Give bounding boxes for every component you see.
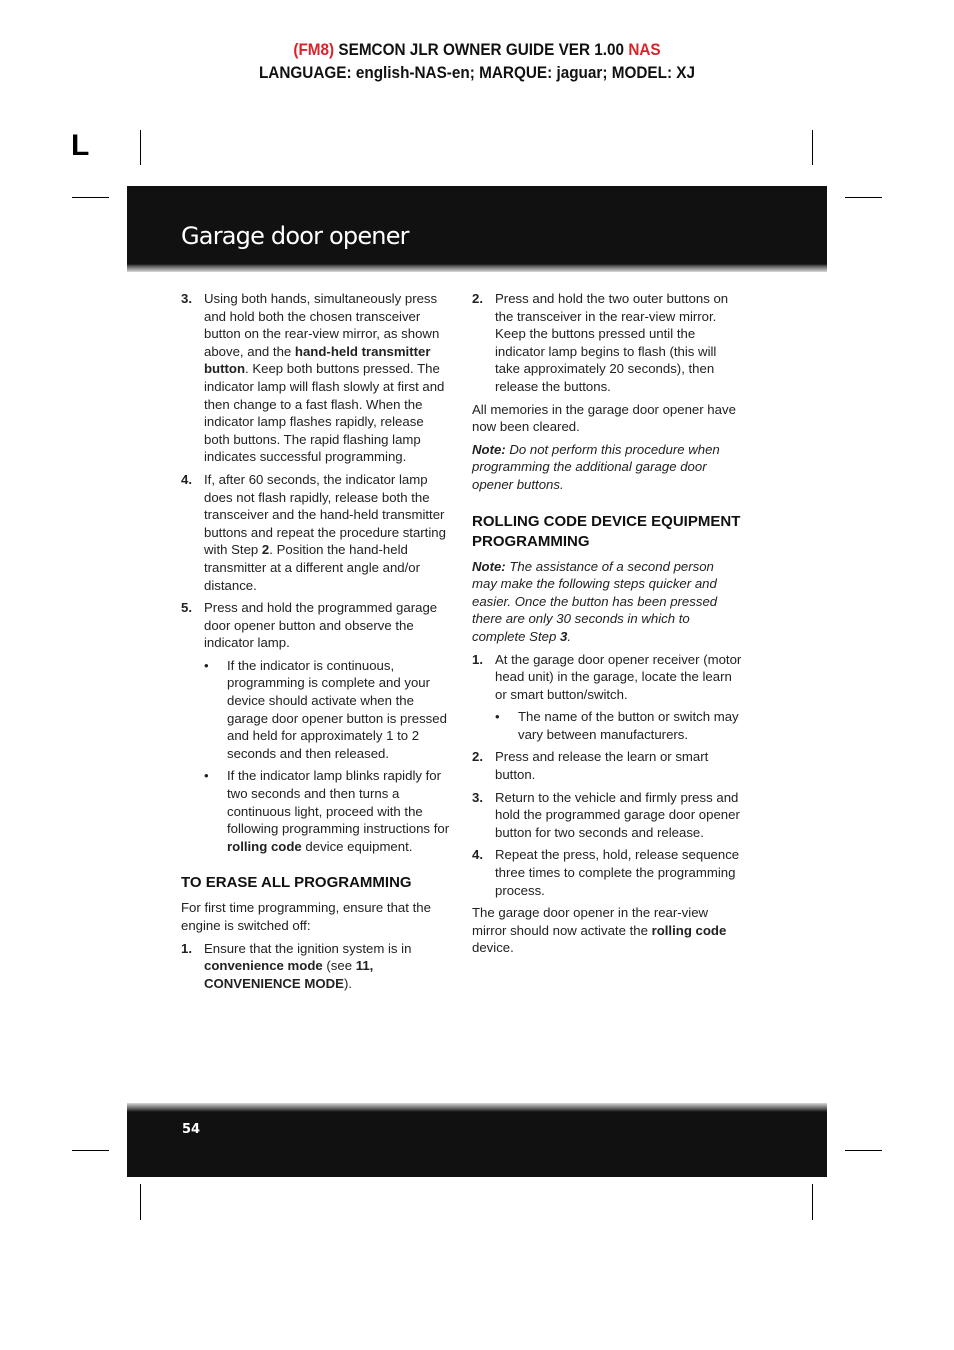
note-text: Do not perform this procedure when programming the additional garage door opener buttons. (472, 441, 720, 492)
final-bold-text: rolling code (651, 922, 727, 938)
step-number: 3. (472, 789, 483, 805)
final-text-part: The garage door opener in the rear-view mirror should now activate the (472, 905, 709, 938)
step-item (472, 651, 742, 704)
cross-reference-link[interactable]: 11, CONVENIENCE MODE (204, 958, 374, 991)
step-item (181, 940, 451, 993)
step-text: Repeat the press, hold, release sequence three times to complete the programming process. (495, 847, 740, 898)
cleared-text: All memories in the garage door opener have now been cleared. (472, 401, 736, 435)
step-text: ). (343, 975, 353, 991)
step-number: 4. (181, 471, 192, 487)
step-text: Return to the vehicle and firmly press and hold the programmed garage door opener button for two seconds and release. (495, 789, 740, 840)
bullet-item (181, 657, 451, 763)
step-text: Press and release the learn or smart button. (495, 749, 709, 783)
step-text: Ensure that the ignition system is in (204, 940, 412, 956)
note-label: Note: (472, 441, 506, 457)
step-text: Press and hold the two outer buttons on the transceiver in the rear-view mirror. Keep the buttons pressed until the indicator lamp begins to flash (this will take approximately 20 seconds), then release the buttons. (495, 291, 729, 394)
step-text: (see (322, 958, 356, 974)
step-text: . Position the hand-held transmitter at a different angle and/or distance. (204, 542, 421, 593)
header-guide: SEMCON JLR OWNER GUIDE VER 1.00 (334, 40, 629, 59)
crop-mark (72, 197, 109, 198)
step-bold-text: 2 (261, 542, 270, 558)
step-number: 1. (472, 651, 483, 667)
crop-mark (812, 1184, 813, 1220)
step-number: 1. (181, 940, 192, 956)
bullet-icon: • (204, 657, 209, 673)
step-bold-text: convenience mode (204, 958, 323, 974)
bullet-text: device equipment. (301, 838, 413, 854)
note (472, 558, 742, 646)
step-bold-text: hand-held transmitter button (204, 343, 431, 377)
right-column (472, 290, 742, 962)
bullet-text: The name of the button or switch may vary between manufacturers. (518, 709, 739, 742)
bullet-icon: • (204, 768, 209, 784)
crop-mark (72, 1150, 109, 1151)
bullet-text: If the indicator is continuous, programming is complete and your device should activate when the garage door opener button is pressed and held for approximately 1 to 2 seconds and then released. (227, 657, 447, 761)
document-header-line-1 (48, 40, 907, 60)
crop-mark (140, 130, 141, 165)
step-item (472, 748, 742, 783)
document-header-line-2: LANGUAGE: english-NAS-en; MARQUE: jaguar; MODEL: XJ (258, 63, 696, 82)
header-code: (FM8) (293, 40, 335, 59)
step-item (472, 290, 742, 396)
section-heading-rolling-code: ROLLING CODE DEVICE EQUIPMENT PROGRAMMING (472, 512, 741, 550)
note-bold-text: 3 (559, 628, 568, 644)
step-number: 3. (181, 291, 192, 306)
step-item (181, 599, 451, 652)
step-text: At the garage door opener receiver (motor head unit) in the garage, locate the learn or smart button/switch. (495, 651, 742, 702)
corner-mark: L (71, 129, 90, 162)
bullet-icon: • (495, 709, 500, 725)
crop-mark (845, 197, 882, 198)
bullet-item (472, 708, 742, 743)
left-column (181, 290, 451, 997)
step-item (181, 471, 451, 594)
step-number: 4. (472, 847, 483, 863)
step-text: Using both hands, simultaneously press and hold both the chosen transceiver button on the rear-view mirror, as shown above, and the (204, 291, 440, 359)
final-text (472, 904, 742, 957)
erase-intro: For first time programming, ensure that the engine is switched off: (181, 900, 431, 933)
bullet-item (181, 767, 451, 855)
step-text: If, after 60 seconds, the indicator lamp does not flash rapidly, release both the transceiver and the hand-held transmitter buttons and repeat the procedure starting with Step (204, 471, 446, 558)
crop-mark (812, 130, 813, 165)
step-item (472, 789, 742, 842)
page-number: 54 (182, 1122, 201, 1137)
step-text: . Keep both buttons pressed. The indicator lamp will flash slowly at first and then change to a fast flash. When the indicator lamp flashes rapidly, release both buttons. The rapid flashing lamp indicates successful programming. (204, 361, 445, 465)
step-number: 2. (472, 749, 483, 765)
header-region: NAS (628, 40, 661, 59)
note (472, 441, 742, 494)
step-text: Press and hold the programmed garage door opener button and observe the indicator lamp. (204, 600, 438, 651)
step-number: 2. (472, 291, 483, 306)
section-heading-erase: TO ERASE ALL PROGRAMMING (181, 874, 412, 892)
note-text: . (567, 628, 571, 644)
footer-band (127, 1103, 827, 1177)
page-title: Garage door opener (181, 222, 409, 250)
crop-mark (845, 1150, 882, 1151)
note-text: The assistance of a second person may make the following steps quicker and easier. Once the button has been pressed there are only 30 seconds in which to complete Step (472, 558, 718, 644)
step-item (472, 846, 742, 899)
step-item (181, 290, 451, 466)
crop-mark (140, 1184, 141, 1220)
bullet-bold-text: rolling code (227, 838, 302, 854)
final-text-part: device. (472, 940, 514, 956)
note-label: Note: (472, 558, 506, 574)
bullet-text: If the indicator lamp blinks rapidly for two seconds and then turns a continuous light, proceed with the following programming instructions for (227, 768, 450, 837)
step-number: 5. (181, 600, 192, 616)
